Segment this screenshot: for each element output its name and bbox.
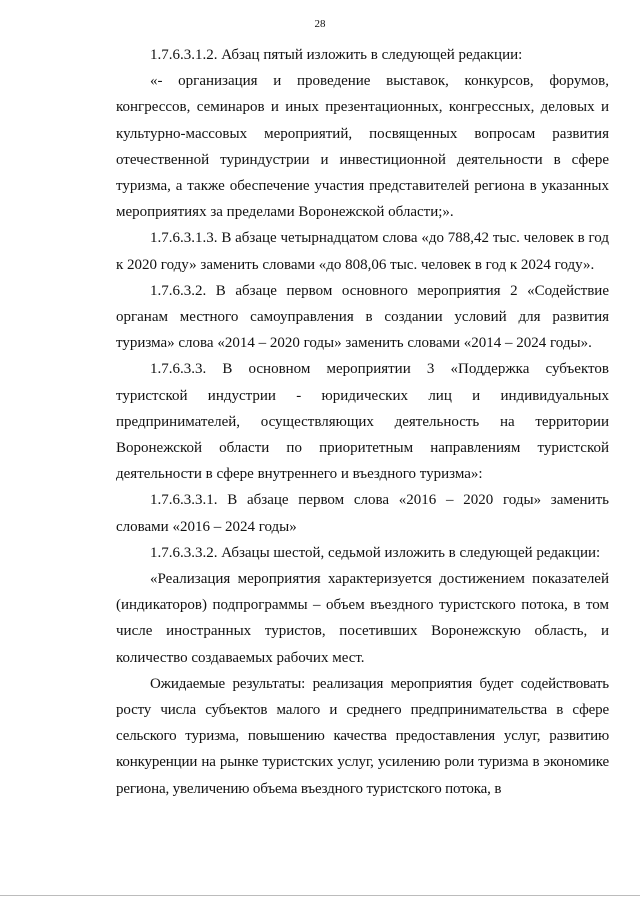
paragraph-implementation: «Реализация мероприятия характеризуется достижением показателей (индикаторов) подпрограммы – объем въездного туристского потока, в том числе иностранных туристов, посетивших Воронежскую область, и количество создаваемых рабочих мест. [116,571,609,666]
paragraph-expected-results: Ожидаемые результаты: реализация мероприятия будет содействовать росту числа субъектов малого и среднего предпринимательства в сфере сельского туризма, повышению качества предоставления услуг, развитию конкуренции на рынке туристских услуг, усилению роли туризма в экономике региона, увеличению объема въездного туристского потока, в [116,675,609,797]
paragraph-1-7-6-3-1-3: 1.7.6.3.1.3. В абзаце четырнадцатом слова «до 788,42 тыс. человек в год к 2020 году» заменить словами «до 808,06 тыс. человек в год к 2024 году». [116,230,609,273]
paragraph-1-7-6-3-3-1: 1.7.6.3.3.1. В абзаце первом слова «2016 – 2020 годы» заменить словами «2016 – 2024 годы» [116,492,609,535]
paragraph-new-wording-fifth: «- организация и проведение выставок, конкурсов, форумов, конгрессов, семинаров и иных презентационных, конгрессных, деловых и культурно-массовых мероприятий, посвященных вопросам развития отечественной туриндустрии и инвестиционной деятельности в сфере туризма, а также обеспечение участия представителей региона в указанных мероприятиях за пределами Воронежской области;». [116,73,609,221]
paragraph-1-7-6-3-1-2: 1.7.6.3.1.2. Абзац пятый изложить в следующей редакции: [150,47,523,63]
paragraph-1-7-6-3-3: 1.7.6.3.3. В основном мероприятии 3 «Поддержка субъектов туристской индустрии - юридических лиц и индивидуальных предпринимателей, осуществляющих деятельность на территории Воронежской области по приоритетным направлениям туристской деятельности в сфере внутреннего и въездного туризма»: [116,361,609,483]
document-body [116,42,609,802]
bottom-divider [0,895,640,896]
paragraph-1-7-6-3-2: 1.7.6.3.2. В абзаце первом основного мероприятия 2 «Содействие органам местного самоуправления в создании условий для развития туризма» слова «2014 – 2020 годы» заменить словами «2014 – 2024 годы». [116,282,609,352]
page-number: 28 [314,18,326,30]
paragraph-1-7-6-3-3-2: 1.7.6.3.3.2. Абзацы шестой, седьмой изложить в следующей редакции: [150,544,601,561]
